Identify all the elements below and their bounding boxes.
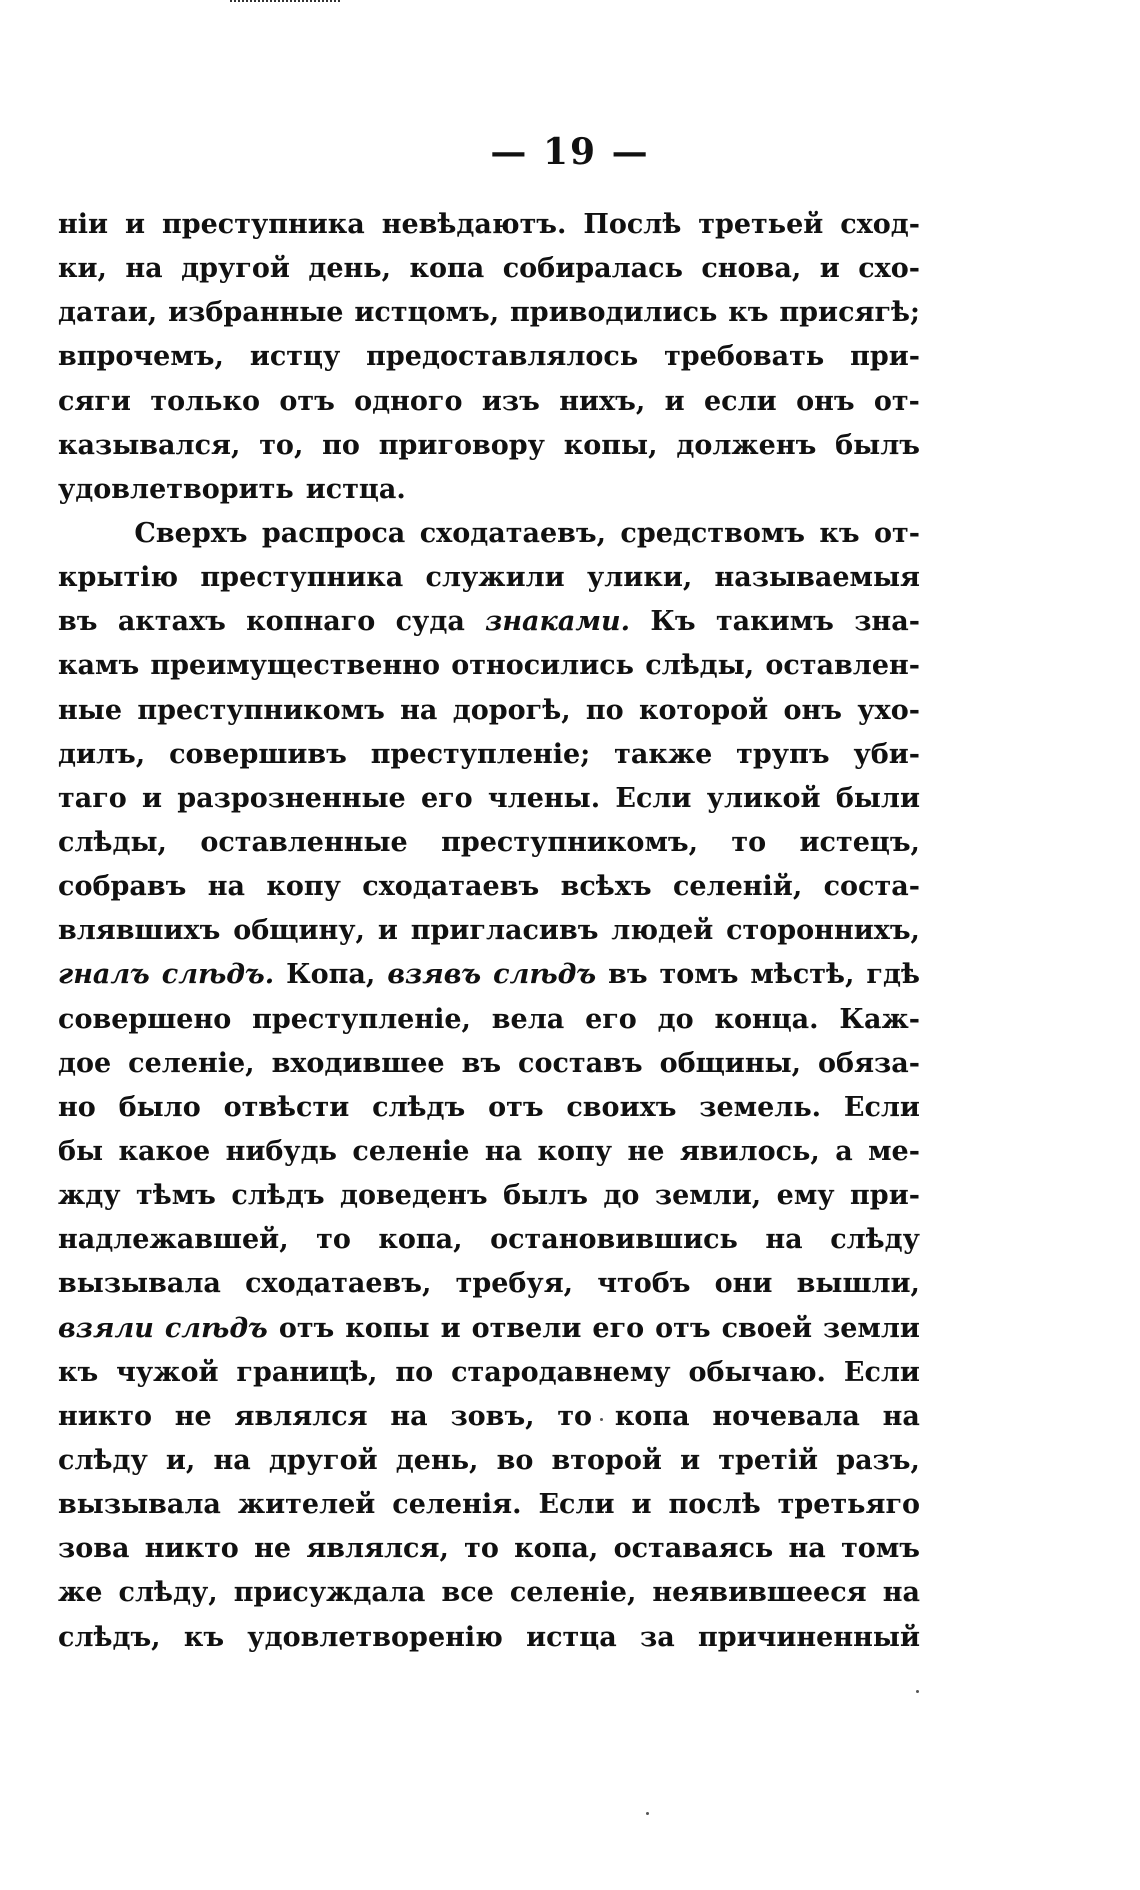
scan-speck <box>646 1812 649 1815</box>
word: Если <box>843 1091 920 1123</box>
word: и <box>819 253 840 285</box>
word: земли, <box>654 1180 762 1212</box>
text-line <box>58 468 920 512</box>
text-line <box>58 953 920 997</box>
word: разрозненные <box>177 782 406 814</box>
word: селеніе, <box>509 1577 637 1609</box>
word: своей <box>721 1312 812 1344</box>
text-line <box>58 291 920 335</box>
word: его <box>585 1003 637 1035</box>
word: которой <box>639 694 769 726</box>
text-line <box>58 1262 920 1306</box>
word: схо- <box>858 253 920 285</box>
text-line <box>58 1086 920 1130</box>
word: такимъ <box>715 606 834 638</box>
word: уби- <box>853 738 920 770</box>
word: копу <box>266 871 341 903</box>
word: второй <box>551 1444 662 1476</box>
word: присуждала <box>233 1577 426 1609</box>
word: и <box>440 1312 461 1344</box>
word: на <box>765 1224 803 1256</box>
word: обычаю. <box>688 1356 826 1388</box>
word: оставлен- <box>765 650 920 682</box>
word: изъ <box>481 385 540 417</box>
word: отвели <box>471 1312 582 1344</box>
word: улики, <box>586 562 693 594</box>
text-line <box>58 512 920 556</box>
word: снова, <box>701 253 802 285</box>
word: слѣды, <box>58 826 167 858</box>
word: при- <box>850 1180 920 1212</box>
word: къ <box>819 517 860 549</box>
word: являлся, <box>306 1533 449 1565</box>
word: суда <box>395 606 465 638</box>
word: общину, <box>233 915 365 947</box>
word: и <box>664 385 685 417</box>
text-line <box>58 1307 920 1351</box>
word: то <box>731 826 767 858</box>
word: истецъ, <box>799 826 920 858</box>
word: третьяго <box>777 1489 920 1521</box>
page-number: — 19 — <box>490 131 650 173</box>
word: послѣ <box>668 1489 761 1521</box>
word: ухо- <box>857 694 920 726</box>
word: крытію <box>58 562 179 594</box>
word: ки, <box>58 253 107 285</box>
word: слѣду <box>830 1224 920 1256</box>
word: на <box>882 1577 920 1609</box>
word: присягѣ; <box>779 297 920 329</box>
text-line <box>58 1042 920 1086</box>
word: на <box>390 1400 428 1432</box>
word: оставленные <box>200 826 408 858</box>
text-line <box>58 1395 920 1439</box>
word: нихъ, <box>559 385 646 417</box>
word: селеній, <box>672 871 803 903</box>
word: слѣду, <box>118 1577 218 1609</box>
word: удовлетворенію <box>247 1621 503 1653</box>
word: и <box>142 782 163 814</box>
word: былъ <box>835 429 920 461</box>
word: отъ <box>655 1312 711 1344</box>
word: всѣхъ <box>560 871 652 903</box>
word: по <box>395 1356 434 1388</box>
word: къ <box>728 297 769 329</box>
word: зна- <box>854 606 920 638</box>
word: копы <box>345 1312 430 1344</box>
text-line <box>58 644 920 688</box>
word: ночевала <box>712 1400 860 1432</box>
word: ему <box>776 1180 835 1212</box>
word: от- <box>873 385 920 417</box>
word: копа, <box>378 1224 463 1256</box>
text-line <box>58 1616 920 1660</box>
word: къ <box>58 1356 99 1388</box>
scan-speck <box>916 1690 919 1693</box>
word: требуя, <box>455 1268 574 1300</box>
word: преступника <box>200 562 404 594</box>
word: уликой <box>706 782 821 814</box>
word: дорогѣ, <box>452 694 571 726</box>
word: общины, <box>659 1047 802 1079</box>
italic-word: гналъ <box>58 959 150 991</box>
word: неявившееся <box>652 1577 867 1609</box>
word: селеніе, <box>128 1047 255 1079</box>
text-line <box>58 1527 920 1571</box>
word: соста- <box>823 871 920 903</box>
word: границѣ, <box>236 1356 378 1388</box>
word: на <box>400 694 438 726</box>
word: не <box>627 1135 665 1167</box>
word: явилось, <box>679 1135 820 1167</box>
word: слѣду <box>58 1444 148 1476</box>
word: Каж- <box>839 1003 920 1035</box>
word: то <box>557 1400 593 1432</box>
word: ніи <box>58 209 109 240</box>
word: только <box>150 385 260 417</box>
word: онъ <box>796 385 855 417</box>
word: относились <box>451 650 635 682</box>
word: преимущественно <box>150 650 440 682</box>
word: сход- <box>840 209 920 240</box>
word: жду <box>58 1180 121 1212</box>
word: селенія. <box>392 1489 522 1521</box>
word: влявшихъ <box>58 915 221 947</box>
word: гдѣ <box>866 959 920 991</box>
word: являлся <box>234 1400 368 1432</box>
word: и <box>680 1444 701 1476</box>
word: въ <box>461 1047 502 1079</box>
text-line <box>58 203 920 247</box>
word: избранные <box>168 297 344 329</box>
word: а <box>835 1135 853 1167</box>
word: вызывала <box>58 1268 221 1300</box>
text-line <box>58 1483 920 1527</box>
text-line <box>58 1571 920 1615</box>
word: преступника <box>161 209 365 240</box>
word: доведенъ <box>340 1180 488 1212</box>
word: не <box>254 1533 292 1565</box>
word: камъ <box>58 650 140 682</box>
text-line <box>58 689 920 733</box>
word: селеніе <box>352 1135 470 1167</box>
word: какое <box>118 1135 211 1167</box>
word: слѣдъ <box>231 1180 325 1212</box>
word: преступникомъ <box>137 694 385 726</box>
word: члены. <box>487 782 601 814</box>
italic-word: слѣдъ. <box>161 959 275 991</box>
word: на <box>788 1533 826 1565</box>
word: земель. <box>699 1091 822 1123</box>
word: совершивъ <box>169 738 347 770</box>
word: служили <box>425 562 565 594</box>
word: жителей <box>237 1489 376 1521</box>
word: и <box>377 915 398 947</box>
word: другой <box>268 1444 378 1476</box>
word: и, <box>165 1444 196 1476</box>
word: Послѣ <box>583 209 682 240</box>
word: приговору <box>378 429 545 461</box>
word: ные <box>58 694 123 726</box>
word: копнаго <box>246 606 376 638</box>
word: истцу <box>249 341 341 373</box>
word: его <box>592 1312 645 1344</box>
word: до <box>657 1003 694 1035</box>
word: стародавнему <box>451 1356 671 1388</box>
word: третьей <box>698 209 824 240</box>
word: сходатаевъ <box>362 871 540 903</box>
text-line <box>58 424 920 468</box>
word: преступленіе, <box>252 1003 471 1035</box>
word: въ <box>608 959 648 991</box>
word: копа, <box>514 1533 599 1565</box>
word: на <box>484 1135 523 1167</box>
word: своихъ <box>566 1091 677 1123</box>
word: слѣды, <box>645 650 755 682</box>
word: удовлетворить <box>58 473 294 505</box>
text-line <box>58 1174 920 1218</box>
word: если <box>704 385 777 417</box>
text-line <box>58 865 920 909</box>
word: на <box>213 1444 251 1476</box>
word: нибудь <box>225 1135 337 1167</box>
text-line <box>58 556 920 600</box>
word: слѣдъ <box>372 1091 466 1123</box>
word: дое <box>58 1047 112 1079</box>
word: казывался, <box>58 429 241 461</box>
word: чужой <box>116 1356 219 1388</box>
word: истцомъ, <box>354 297 500 329</box>
text-line <box>58 247 920 291</box>
word: истца. <box>305 473 406 505</box>
word: таго <box>58 782 127 814</box>
word: никто <box>58 1400 153 1432</box>
word: за <box>639 1621 675 1653</box>
word: отвѣсти <box>223 1091 350 1123</box>
word: къ <box>183 1621 225 1653</box>
word: то <box>464 1533 499 1565</box>
word: Къ <box>650 606 696 638</box>
word: от- <box>874 517 920 549</box>
text-line <box>58 777 920 821</box>
text-line <box>58 380 920 424</box>
italic-word: знаками. <box>485 606 631 638</box>
word: копы, <box>563 429 658 461</box>
word: Если <box>615 782 692 814</box>
word: средствомъ <box>620 517 806 549</box>
word: сходатаевъ, <box>419 517 607 549</box>
word: и <box>631 1489 652 1521</box>
word: сходатаевъ, <box>245 1268 432 1300</box>
word: зова <box>58 1533 130 1565</box>
text-line <box>58 733 920 777</box>
word: былъ <box>503 1180 588 1212</box>
word: то <box>316 1224 351 1256</box>
text-line <box>58 600 920 644</box>
word: Копа, <box>286 959 376 991</box>
word: разъ, <box>836 1444 920 1476</box>
word: предоставлялось <box>366 341 639 373</box>
italic-word: слѣдъ <box>493 959 597 991</box>
body-text <box>58 203 920 1660</box>
word: надлежавшей, <box>58 1224 289 1256</box>
text-line <box>58 1130 920 1174</box>
word: не <box>174 1400 212 1432</box>
word: оставаясь <box>613 1533 774 1565</box>
word: все <box>441 1577 494 1609</box>
word: остановившись <box>490 1224 738 1256</box>
word: никто <box>144 1533 239 1565</box>
word: причиненный <box>697 1621 920 1653</box>
word: также <box>614 738 713 770</box>
word: называемыя <box>714 562 920 594</box>
word: но <box>58 1091 96 1123</box>
word: по <box>322 429 360 461</box>
word: приводились <box>510 297 718 329</box>
word: сяги <box>58 385 131 417</box>
word: Если <box>843 1356 920 1388</box>
paragraph-indent <box>58 512 120 556</box>
word: трупъ <box>736 738 830 770</box>
word: на <box>207 871 245 903</box>
word: копу <box>537 1135 613 1167</box>
word: копа <box>614 1400 690 1432</box>
word: день, <box>308 253 392 285</box>
word: при- <box>850 341 920 373</box>
word: другой <box>181 253 290 285</box>
word: земли <box>823 1312 920 1344</box>
word: было <box>118 1091 201 1123</box>
word: по <box>585 694 624 726</box>
word: распроса <box>261 517 406 549</box>
text-line <box>58 335 920 379</box>
word: отъ <box>488 1091 544 1123</box>
word: отъ <box>279 385 335 417</box>
word: совершено <box>58 1003 232 1035</box>
word: Сверхъ <box>134 517 248 549</box>
word: преступленіе; <box>370 738 591 770</box>
italic-word: взявъ <box>387 959 482 991</box>
italic-word: слѣдъ <box>164 1312 268 1344</box>
word: его <box>420 782 473 814</box>
word: копа <box>409 253 485 285</box>
word: обяза- <box>818 1047 920 1079</box>
word: актахъ <box>117 606 226 638</box>
word: невѣдаютъ. <box>381 209 567 240</box>
word: день, <box>395 1444 479 1476</box>
word: отъ <box>278 1312 335 1344</box>
word: составъ <box>518 1047 643 1079</box>
text-line <box>58 998 920 1042</box>
word: собиралась <box>502 253 683 285</box>
word: датаи, <box>58 297 158 329</box>
word: на <box>882 1400 920 1432</box>
word: онъ <box>783 694 843 726</box>
word: мѣстѣ, <box>750 959 855 991</box>
scan-speck <box>600 1418 603 1421</box>
word: до <box>603 1180 640 1212</box>
word: людей <box>611 915 714 947</box>
word: же <box>58 1577 103 1609</box>
word: одного <box>354 385 463 417</box>
text-line <box>58 909 920 953</box>
word: слѣдъ, <box>58 1621 161 1653</box>
word: конца. <box>714 1003 819 1035</box>
word: вела <box>491 1003 565 1035</box>
word: то, <box>259 429 304 461</box>
word: дилъ, <box>58 738 146 770</box>
word: входившее <box>271 1047 445 1079</box>
word: Если <box>538 1489 615 1521</box>
word: требовать <box>664 341 825 373</box>
word: на <box>125 253 163 285</box>
word: томъ <box>659 959 739 991</box>
word: были <box>835 782 920 814</box>
text-line <box>58 1439 920 1483</box>
word: и <box>124 209 146 240</box>
word: впрочемъ, <box>58 341 224 373</box>
word: вышли, <box>796 1268 920 1300</box>
word: истца <box>526 1621 617 1653</box>
word: вызывала <box>58 1489 221 1521</box>
word: преступникомъ, <box>441 826 699 858</box>
word: они <box>714 1268 773 1300</box>
word: собравъ <box>58 871 187 903</box>
word: стороннихъ, <box>726 915 920 947</box>
text-line <box>58 821 920 865</box>
text-line <box>58 1218 920 1262</box>
word: третій <box>718 1444 819 1476</box>
text-line <box>58 1351 920 1395</box>
word: во <box>496 1444 534 1476</box>
word: въ <box>58 606 98 638</box>
word: зовъ, <box>450 1400 535 1432</box>
word: бы <box>58 1135 104 1167</box>
word: долженъ <box>676 429 817 461</box>
word: чтобъ <box>597 1268 691 1300</box>
word: тѣмъ <box>136 1180 216 1212</box>
word: томъ <box>841 1533 920 1565</box>
word: ме- <box>868 1135 920 1167</box>
scan-artifact <box>230 0 340 6</box>
word: пригласивъ <box>410 915 599 947</box>
italic-word: взяли <box>58 1312 154 1344</box>
